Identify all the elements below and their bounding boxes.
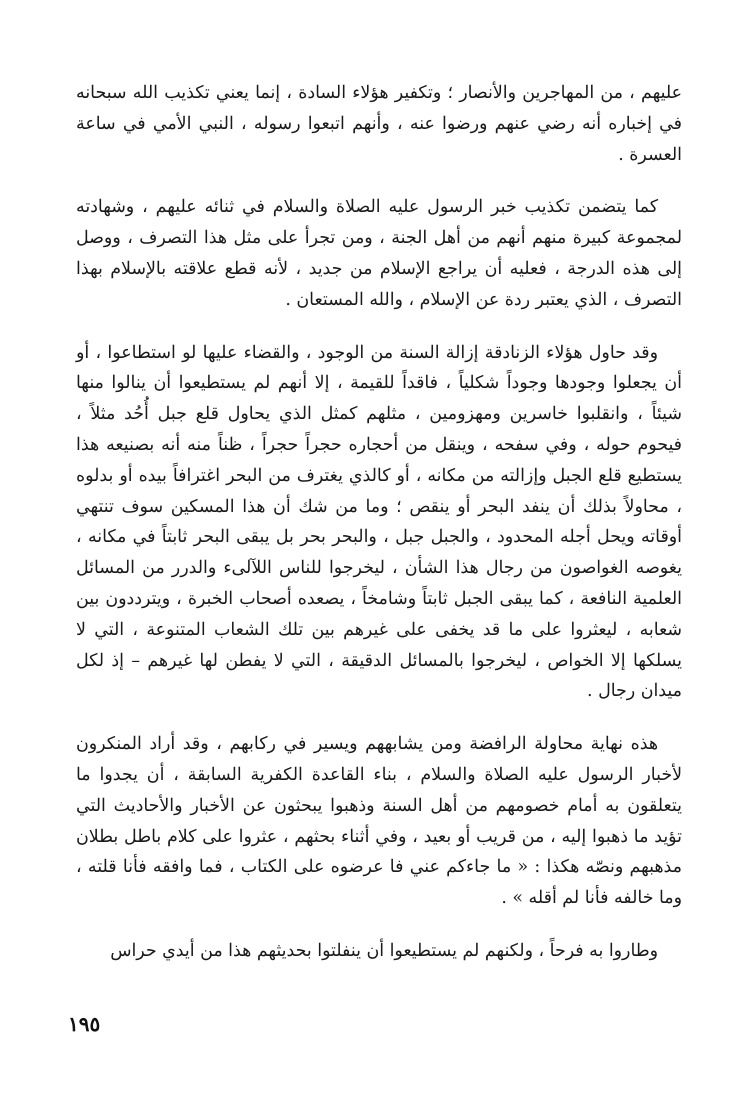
paragraph: وطاروا به فرحاً ، ولكنهم لم يستطيعوا أن ينفلتوا بحديثهم هذا من أيدي حراس (110, 940, 658, 961)
page-number: ١٩٥ (68, 1012, 101, 1036)
paragraph-continuation: عليهم ، من المهاجرين والأنصار ؛ وتكفير هؤلاء السادة ، إنما يعني تكذيب الله سبحانه في إخباره أنه رضي عنهم ورضوا عنه ، وأنهم اتبعوا رسوله ، النبي الأمي في ساعة العسرة . (76, 83, 682, 165)
paragraph: هذه نهاية محاولة الرافضة ومن يشابههم ويسير في ركابهم ، وقد أراد المنكرون لأخبار الرسول عليه الصلاة والسلام ، بناء القاعدة الكفرية السابقة ، أن يجدوا ما يتعلقون به أمام خصومهم من أهل السنة وذهبوا يبحثون عن الأخبار والأحاديث التي تؤيد ما ذهبوا إليه ، من قريب أو بعيد ، وفي أثناء بحثهم ، عثروا على كلام باطل بطلان مذهبهم ونصّه هكذا : « ما جاءكم عني فا عرضوه على الكتاب ، فما وافقه فأنا قلته ، وما خالفه فأنا لم أقله » . (76, 734, 682, 909)
paragraph: وقد حاول هؤلاء الزنادقة إزالة السنة من الوجود ، والقضاء عليها لو استطاعوا ، أو أن يجعلوا وجودها وجوداً شكلياً ، فاقداً للقيمة ، إلا أنهم لم يستطيعوا أن ينالوا منها شيئاً ، وانقلبوا خاسرين ومهزومين ، مثلهم كمثل الذي يحاول قلع جبل أُحُد مثلاً ، فيحوم حوله ، وفي سفحه ، وينقل من أحجاره حجراً حجراً ، ظناً منه أنه بصنيعه هذا يستطيع قلع الجبل وإزالته من مكانه ، أو كالذي يغترف من البحر اغترافاً بيده أو بدلوه ، محاولاً بذلك أن ينفد البحر أو ينقص ؛ وما من شك أن هذا المسكين سوف تنتهي أوقاته ويحل أجله المحدود ، والجبل جبل ، والبحر بحر بل يبقى البحر ثابتاً في مكانه ، يغوصه الغواصون من رجال هذا الشأن ، ليخرجوا للناس اللآلىء والدرر من المسائل العلمية النافعة ، كما يبقى الجبل ثابتاً وشامخاً ، يصعده أصحاب الخبرة ، ويترددون بين شعابه ، ليعثروا على ما قد يخفى على غيرهم بين تلك الشعاب المتنوعة ، التي لا يسلكها إلا الخواص ، ليخرجوا بالمسائل الدقيقة ، التي لا يفطن لها غيرهم – إذ لكل ميدان رجال . (76, 342, 682, 702)
body-text (76, 78, 682, 989)
paragraph: كما يتضمن تكذيب خبر الرسول عليه الصلاة والسلام في ثنائه عليهم ، وشهادته لمجموعة كبيرة منهم أنهم من أهل الجنة ، ومن تجرأ على مثل هذا التصرف ، ووصل إلى هذه الدرجة ، فعليه أن يراجع الإسلام من جديد ، لأنه قطع علاقته بالإسلام بهذا التصرف ، الذي يعتبر ردة عن الإسلام ، والله المستعان . (76, 197, 682, 310)
